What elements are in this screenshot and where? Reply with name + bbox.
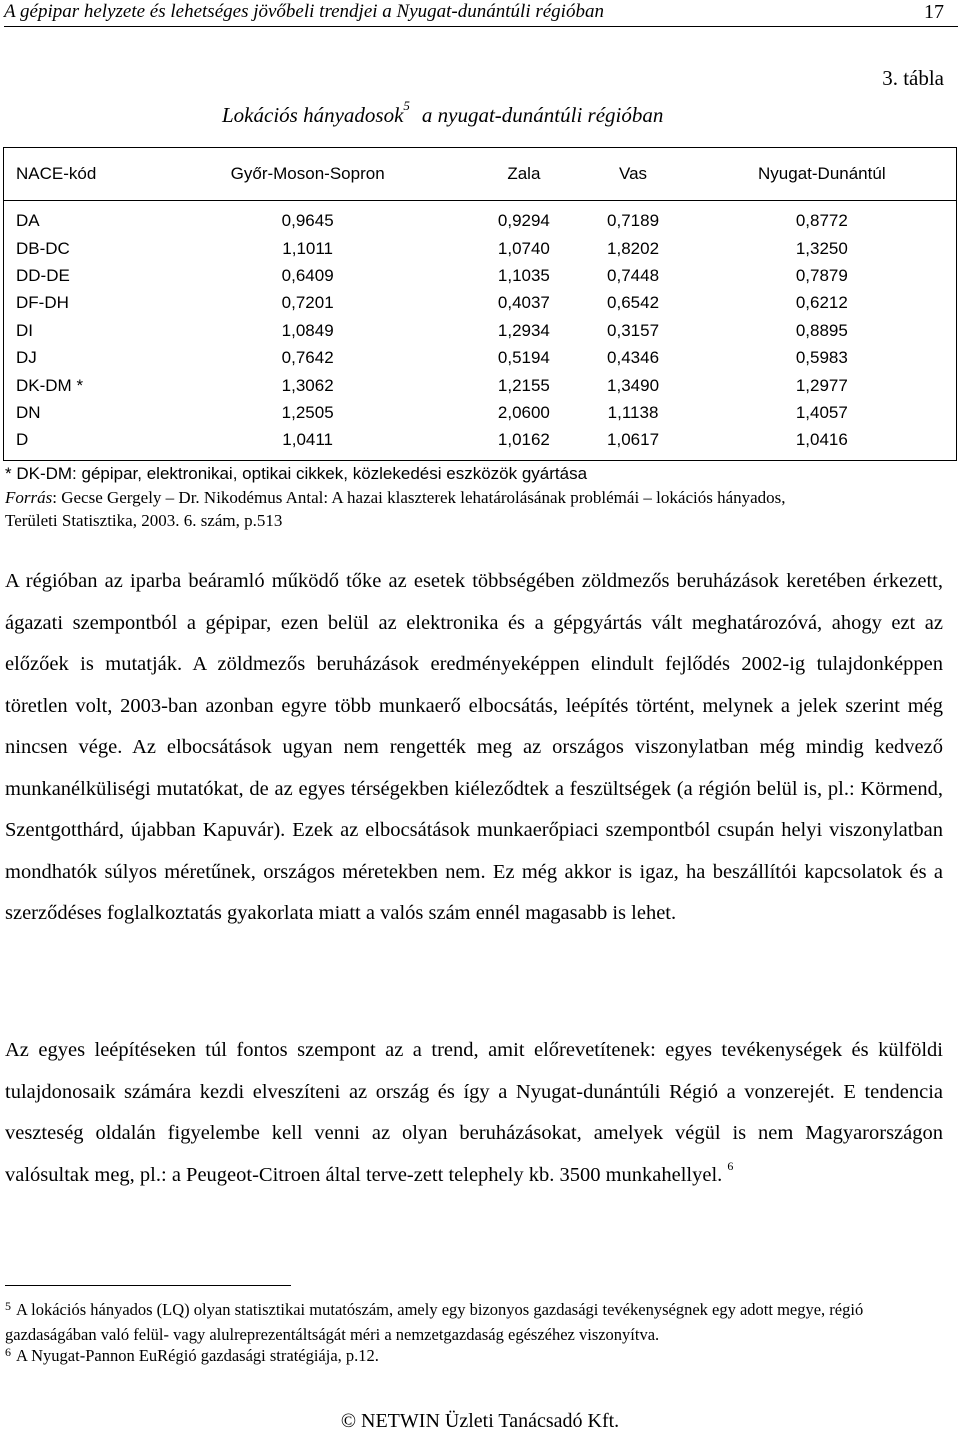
body-paragraph (5, 1030, 943, 1196)
cell-value: 1,2155 (497, 375, 550, 395)
cell-value: 0,3157 (607, 320, 660, 340)
cell-value: 1,2977 (795, 375, 848, 395)
table-title (222, 98, 664, 128)
footnote-mark: 6 (5, 1345, 11, 1359)
table-row (4, 344, 957, 371)
table-row (4, 262, 957, 289)
location-quotient-table (3, 147, 957, 461)
footnote-text: A Nyugat-Pannon EuRégió gazdasági stratégiája, p.12. (16, 1346, 379, 1365)
cell-value: 1,0162 (497, 430, 550, 450)
cell-value: 0,6542 (607, 293, 660, 313)
table-source (5, 488, 786, 508)
footnote-text: A lokációs hányados (LQ) olyan statisztikai mutatószám, amely egy bizonyos gazdasági tevékenységnek egy adott megye, régió gazdaságában való felül- vagy alulreprezentáltságát méri a nemzetgazdaság egészéhez viszonyítva. (5, 1300, 864, 1344)
cell-value: 2,0600 (497, 403, 550, 423)
cell-nace: DB-DC (16, 238, 70, 258)
cell-value: 1,3490 (607, 375, 660, 395)
footnote-5 (5, 1298, 945, 1346)
table-source-continued: Területi Statisztika, 2003. 6. szám, p.513 (5, 511, 283, 530)
cell-value: 0,4037 (497, 293, 550, 313)
cell-value: 1,3250 (795, 238, 848, 258)
cell-value: 1,0411 (282, 430, 334, 450)
cell-value: 1,0740 (497, 238, 550, 258)
running-title: A gépipar helyzete és lehetséges jövőbeli trendjei a Nyugat-dunántúli régióban (4, 1, 604, 22)
table-row (4, 371, 957, 398)
col-header-nace: NACE-kód (4, 148, 147, 201)
table-title-text: Lokációs hányadosok (222, 103, 404, 127)
cell-nace: DI (16, 320, 33, 340)
cell-value: 0,7879 (795, 266, 848, 286)
cell-value: 1,2505 (281, 403, 334, 423)
footnote-ref-6[interactable]: 6 (727, 1158, 734, 1173)
cell-value: 0,7201 (281, 293, 334, 313)
footnote-6 (5, 1344, 945, 1369)
table-title-text-2: a nyugat-dunántúli régióban (421, 103, 664, 127)
cell-nace: D (16, 430, 29, 450)
table-row (4, 399, 957, 426)
body-paragraph (5, 561, 943, 935)
cell-value: 0,5983 (795, 348, 848, 368)
cell-nace: DN (16, 403, 41, 423)
table-row (4, 201, 957, 235)
source-text: : Gecse Gergely – Dr. Nikodémus Antal: A hazai klaszterek lehatárolásának problémái – lokációs hányados, (52, 488, 786, 507)
cell-value: 1,1035 (497, 266, 550, 286)
col-header-nyugat-dunantul: Nyugat-Dunántúl (688, 148, 957, 201)
cell-value: 0,6409 (281, 266, 334, 286)
table-header-row (4, 148, 957, 201)
cell-value: 1,8202 (607, 238, 660, 258)
table-row (4, 235, 957, 262)
cell-value: 0,5194 (497, 348, 550, 368)
cell-value: 0,8895 (795, 320, 848, 340)
cell-nace: DK-DM * (16, 375, 84, 395)
footnote-divider (5, 1285, 291, 1286)
cell-nace: DA (16, 211, 40, 231)
footnote-ref-5[interactable]: 5 (403, 98, 410, 113)
paragraph-text: Az egyes leépítéseken túl fontos szempont az a trend, amit előrevetítenek: egyes tevékenységek és külföldi tulajdonosaik számára kezdi elveszíteni az ország és így a Nyugat-dunántúli Régió a vonzerejét. E tendencia veszteség oldalán figyelembe kell venni az olyan beruházásokat, amelyek végül is nem Magyarországon valósultak meg, pl.: a Peugeot-Citroen által terve-zett telephely kb. 3500 munkahellyel. (5, 1039, 943, 1186)
col-header-gyor: Győr-Moson-Sopron (146, 148, 469, 201)
cell-value: 1,2934 (497, 320, 550, 340)
footnote-mark: 5 (5, 1299, 11, 1313)
cell-value: 0,7642 (281, 348, 334, 368)
table-row (4, 289, 957, 316)
cell-value: 0,8772 (795, 211, 848, 231)
cell-value: 1,3062 (281, 375, 334, 395)
cell-value: 1,4057 (795, 403, 848, 423)
cell-value: 1,1011 (282, 238, 334, 258)
cell-value: 0,4346 (607, 348, 660, 368)
table-number: 3. tábla (882, 66, 944, 90)
source-label: Forrás (5, 488, 53, 507)
table-row (4, 426, 957, 460)
cell-value: 0,7189 (607, 211, 660, 231)
cell-value: 0,7448 (607, 266, 660, 286)
table-row (4, 317, 957, 344)
cell-value: 0,6212 (795, 293, 848, 313)
cell-nace: DF-DH (16, 293, 69, 313)
page-footer: © NETWIN Üzleti Tanácsadó Kft. (340, 1410, 620, 1432)
cell-value: 1,0416 (795, 430, 848, 450)
cell-value: 1,0849 (281, 320, 334, 340)
cell-value: 0,9294 (497, 211, 550, 231)
page-number: 17 (924, 1, 944, 23)
running-header (4, 0, 958, 27)
cell-nace: DD-DE (16, 266, 70, 286)
cell-value: 1,1138 (607, 403, 659, 423)
table-note: * DK-DM: gépipar, elektronikai, optikai cikkek, közlekedési eszközök gyártása (5, 464, 588, 483)
col-header-vas: Vas (578, 148, 687, 201)
paragraph-text: A régióban az iparba beáramló működő tőke az esetek többségében zöldmezős beruházások keretében érkezett, ágazati szempontból a gépipar, ezen belül az elektronika és a gépgyártás vált meghatározóvá, ahogy ezt az előzőek is mutatják. A zöldmezős beruházások eredményeképpen elindult fejlődés 2002-ig tulajdonképpen töretlen volt, 2003-ban azonban egyre több munkaerő elbocsátás, leépítés történt, melynek a jelek szerint még nincsen vége. Az elbocsátások ugyan nem rengették meg az országos viszonylatban még mindig kedvező munkanélküliségi mutatókat, de az egyes térségekben kiéleződtek a feszültségek (a régión belül is, pl.: Körmend, Szentgotthárd, újabban Kapuvár). Ezek az elbocsátások munkaerőpiaci szempontból csupán helyi viszonylatban mondhatók súlyos méretűnek, országos méretekben nem. Ez még akkor is igaz, ha beszállítói kapcsolatok és a szerződéses foglalkoztatás gyakorlata miatt a valós szám ennél magasabb is lehet. (5, 570, 943, 924)
cell-nace: DJ (16, 348, 37, 368)
cell-value: 1,0617 (607, 430, 660, 450)
col-header-zala: Zala (469, 148, 578, 201)
cell-value: 0,9645 (281, 211, 334, 231)
